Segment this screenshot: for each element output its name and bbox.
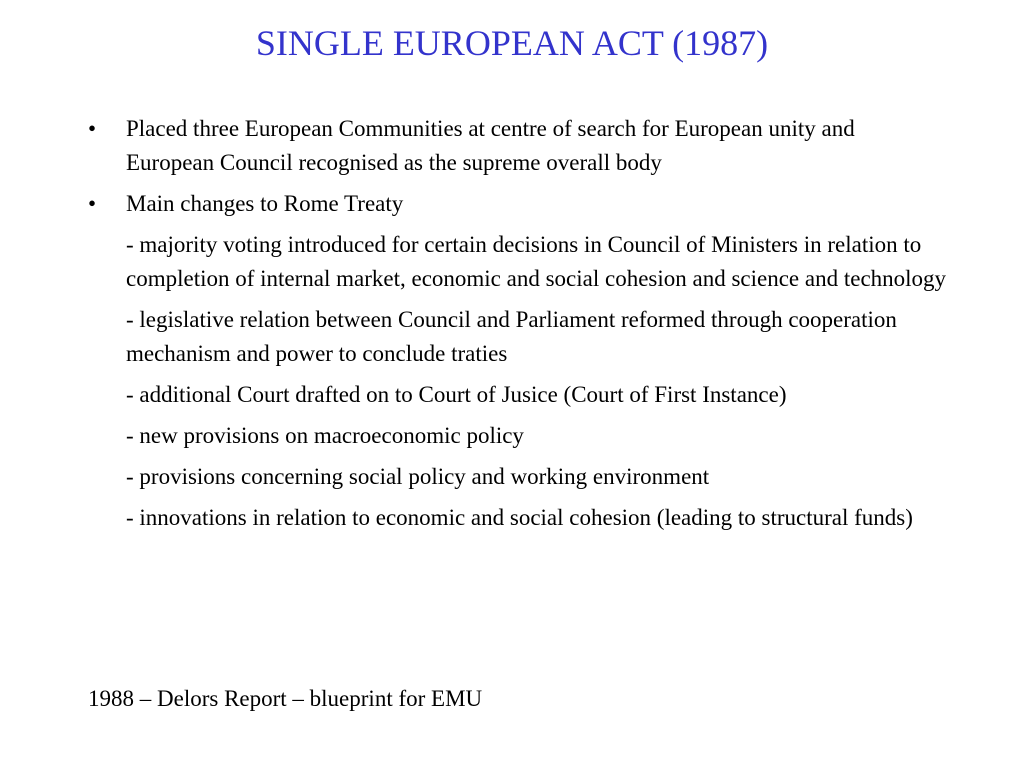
sub-item: - new provisions on macroeconomic policy bbox=[126, 423, 524, 448]
footer-note: 1988 – Delors Report – blueprint for EMU bbox=[88, 686, 483, 711]
sub-item: - provisions concerning social policy and working environment bbox=[126, 464, 710, 489]
bullet-text: Main changes to Rome Treaty bbox=[126, 191, 404, 216]
bullet-marker: • bbox=[88, 191, 97, 216]
sub-item: - innovations in relation to economic and social cohesion (leading to structural funds) bbox=[126, 505, 913, 530]
sub-item: - majority voting introduced for certain decisions in Council of Ministers in relation to completion of internal market, economic and social cohesion and science and technology bbox=[126, 232, 947, 291]
bullet-marker: • bbox=[88, 116, 97, 141]
slide-title: SINGLE EUROPEAN ACT (1987) bbox=[255, 23, 769, 63]
bullet-item bbox=[88, 112, 948, 180]
bullet-text: Placed three European Communities at centre of search for European unity and European Council recognised as the supreme overall body bbox=[126, 116, 855, 175]
sub-item: - additional Court drafted on to Court of Jusice (Court of First Instance) bbox=[126, 382, 787, 407]
bullet-item bbox=[88, 187, 948, 221]
sub-item: - legislative relation between Council and Parliament reformed through cooperation mechanism and power to conclude traties bbox=[126, 307, 897, 366]
slide-body bbox=[88, 112, 948, 542]
